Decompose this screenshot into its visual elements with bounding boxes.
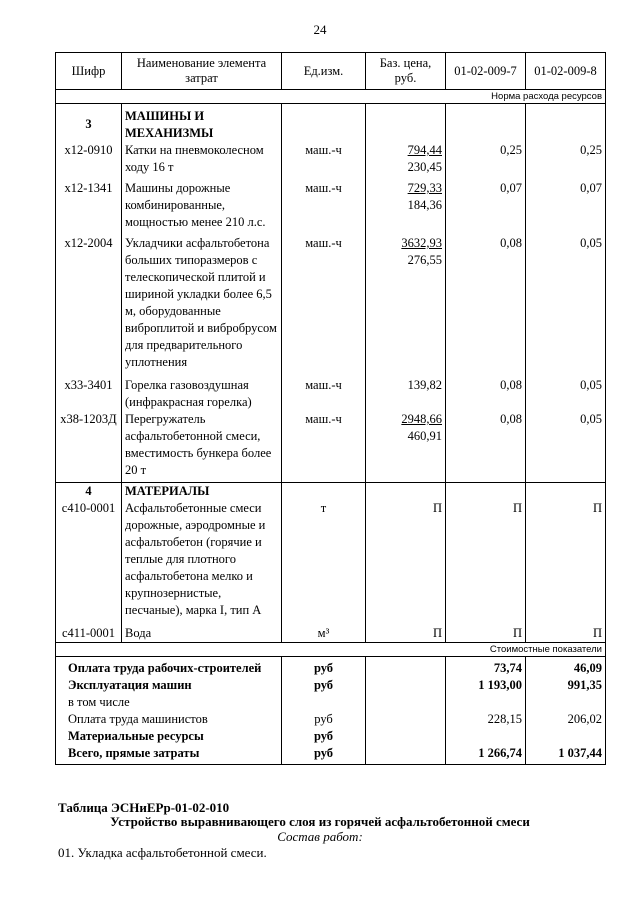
- table-row: [56, 411, 606, 483]
- row-unit: маш.-ч: [282, 411, 366, 483]
- row-price-secondary: 276,55: [407, 253, 442, 267]
- row-value-col1: 0,07: [446, 176, 526, 231]
- row-name: Асфальтобетонные смеси дорожные, аэродромные и асфальтобетон (горячие и теплые для плотного асфальтобетона мелко и крупнозернистые, песчаные), марка I, тип А: [122, 500, 282, 619]
- row-name: Машины дорожные комбинированные, мощностью менее 210 л.с.: [122, 176, 282, 231]
- cost-value-col1: 1 266,74: [446, 745, 526, 765]
- row-price: 3632,93: [401, 236, 442, 250]
- row-unit: маш.-ч: [282, 231, 366, 371]
- row-code: х38-1203Д: [56, 411, 122, 483]
- header-price: Баз. цена, руб.: [366, 53, 446, 90]
- row-unit: т: [282, 500, 366, 619]
- row-code: х12-2004: [56, 231, 122, 371]
- row-unit: маш.-ч: [282, 142, 366, 176]
- cost-value-col2: [526, 728, 606, 745]
- row-value-col1: 0,25: [446, 142, 526, 176]
- row-unit: м³: [282, 619, 366, 643]
- cost-label: в том числе: [56, 694, 282, 711]
- table-header-row: [56, 53, 606, 90]
- cost-value-col2: [526, 694, 606, 711]
- cost-caption-row: [56, 643, 606, 657]
- row-name: Вода: [122, 619, 282, 643]
- row-code: с410-0001: [56, 500, 122, 619]
- header-code: Шифр: [56, 53, 122, 90]
- section-heading-row: [56, 483, 606, 501]
- cost-row: [56, 745, 606, 765]
- cost-unit: руб: [282, 745, 366, 765]
- row-value-col2: 0,05: [526, 231, 606, 371]
- row-price-secondary: 230,45: [407, 160, 442, 174]
- header-name: Наименование элемента затрат: [122, 53, 282, 90]
- cost-unit: руб: [282, 657, 366, 678]
- cost-row: [56, 711, 606, 728]
- row-name: Катки на пневмоколесном ходу 16 т: [122, 142, 282, 176]
- table-row: [56, 176, 606, 231]
- row-value-col2: П: [526, 500, 606, 619]
- norm-caption-row: [56, 90, 606, 104]
- cost-value-col1: 228,15: [446, 711, 526, 728]
- cost-label: Материальные ресурсы: [56, 728, 282, 745]
- row-price: 794,44: [407, 143, 442, 157]
- cost-unit: руб: [282, 728, 366, 745]
- cost-value-col2: 991,35: [526, 677, 606, 694]
- table-row: [56, 500, 606, 619]
- row-unit: маш.-ч: [282, 371, 366, 411]
- table-subtitle: Устройство выравнивающего слоя из горячей асфальтобетонной смеси: [110, 814, 530, 829]
- row-code: х12-1341: [56, 176, 122, 231]
- row-value-col1: П: [446, 500, 526, 619]
- row-value-col1: 0,08: [446, 371, 526, 411]
- cost-label: Всего, прямые затраты: [56, 745, 282, 765]
- table-row: [56, 142, 606, 176]
- row-code: х12-0910: [56, 142, 122, 176]
- row-value-col1: П: [446, 619, 526, 643]
- cost-row: [56, 677, 606, 694]
- header-unit: Ед.изм.: [282, 53, 366, 90]
- row-value-col2: 0,25: [526, 142, 606, 176]
- section-heading-row: [56, 104, 606, 143]
- row-value-col2: 0,05: [526, 411, 606, 483]
- row-price: 729,33: [407, 181, 442, 195]
- page-number: 24: [313, 22, 327, 37]
- cost-value-col1: [446, 728, 526, 745]
- table-row: [56, 371, 606, 411]
- cost-value-col1: 1 193,00: [446, 677, 526, 694]
- row-value-col1: 0,08: [446, 411, 526, 483]
- work-item: 01. Укладка асфальтобетонной смеси.: [58, 845, 267, 860]
- row-name: Укладчики асфальтобетона больших типоразмеров с телескопической плитой и шириной укладки более 6,5 м, оборудованные виброплитой и вибробрусом для предварительного уплотнения: [122, 231, 282, 371]
- header-col2: 01-02-009-8: [526, 53, 606, 90]
- table-title: Таблица ЭСНиЕРр-01-02-010: [58, 800, 230, 815]
- cost-row: [56, 728, 606, 745]
- resource-norms-table: [55, 52, 606, 765]
- row-price-secondary: 460,91: [407, 429, 442, 443]
- table-row: [56, 619, 606, 643]
- section-number: 3: [56, 104, 122, 143]
- cost-unit: руб: [282, 711, 366, 728]
- row-name: Горелка газовоздушная (инфракрасная горелка): [122, 371, 282, 411]
- section-number: 4: [56, 483, 122, 501]
- cost-value-col2: 1 037,44: [526, 745, 606, 765]
- cost-value-col1: [446, 694, 526, 711]
- row-price: 139,82: [366, 371, 446, 411]
- cost-label: Эксплуатация машин: [56, 677, 282, 694]
- cost-row: [56, 694, 606, 711]
- cost-unit: [282, 694, 366, 711]
- cost-row: [56, 657, 606, 678]
- row-price: П: [366, 500, 446, 619]
- section-title: МАШИНЫ И МЕХАНИЗМЫ: [122, 104, 282, 143]
- row-unit: маш.-ч: [282, 176, 366, 231]
- row-price: П: [366, 619, 446, 643]
- row-value-col1: 0,08: [446, 231, 526, 371]
- norm-caption: Норма расхода ресурсов: [56, 90, 606, 104]
- row-price: 2948,66: [401, 412, 442, 426]
- table-row: [56, 231, 606, 371]
- cost-label: Оплата труда рабочих-строителей: [56, 657, 282, 678]
- row-value-col2: 0,05: [526, 371, 606, 411]
- row-value-col2: П: [526, 619, 606, 643]
- section-title: МАТЕРИАЛЫ: [122, 483, 282, 501]
- header-col1: 01-02-009-7: [446, 53, 526, 90]
- cost-value-col2: 46,09: [526, 657, 606, 678]
- row-name: Перегружатель асфальтобетонной смеси, вместимость бункера более 20 т: [122, 411, 282, 483]
- cost-caption: Стоимостные показатели: [56, 643, 606, 657]
- row-value-col2: 0,07: [526, 176, 606, 231]
- cost-value-col1: 73,74: [446, 657, 526, 678]
- row-code: х33-3401: [56, 371, 122, 411]
- row-code: с411-0001: [56, 619, 122, 643]
- row-price-secondary: 184,36: [407, 198, 442, 212]
- cost-unit: руб: [282, 677, 366, 694]
- composition-label: Состав работ:: [277, 829, 363, 844]
- cost-value-col2: 206,02: [526, 711, 606, 728]
- cost-label: Оплата труда машинистов: [56, 711, 282, 728]
